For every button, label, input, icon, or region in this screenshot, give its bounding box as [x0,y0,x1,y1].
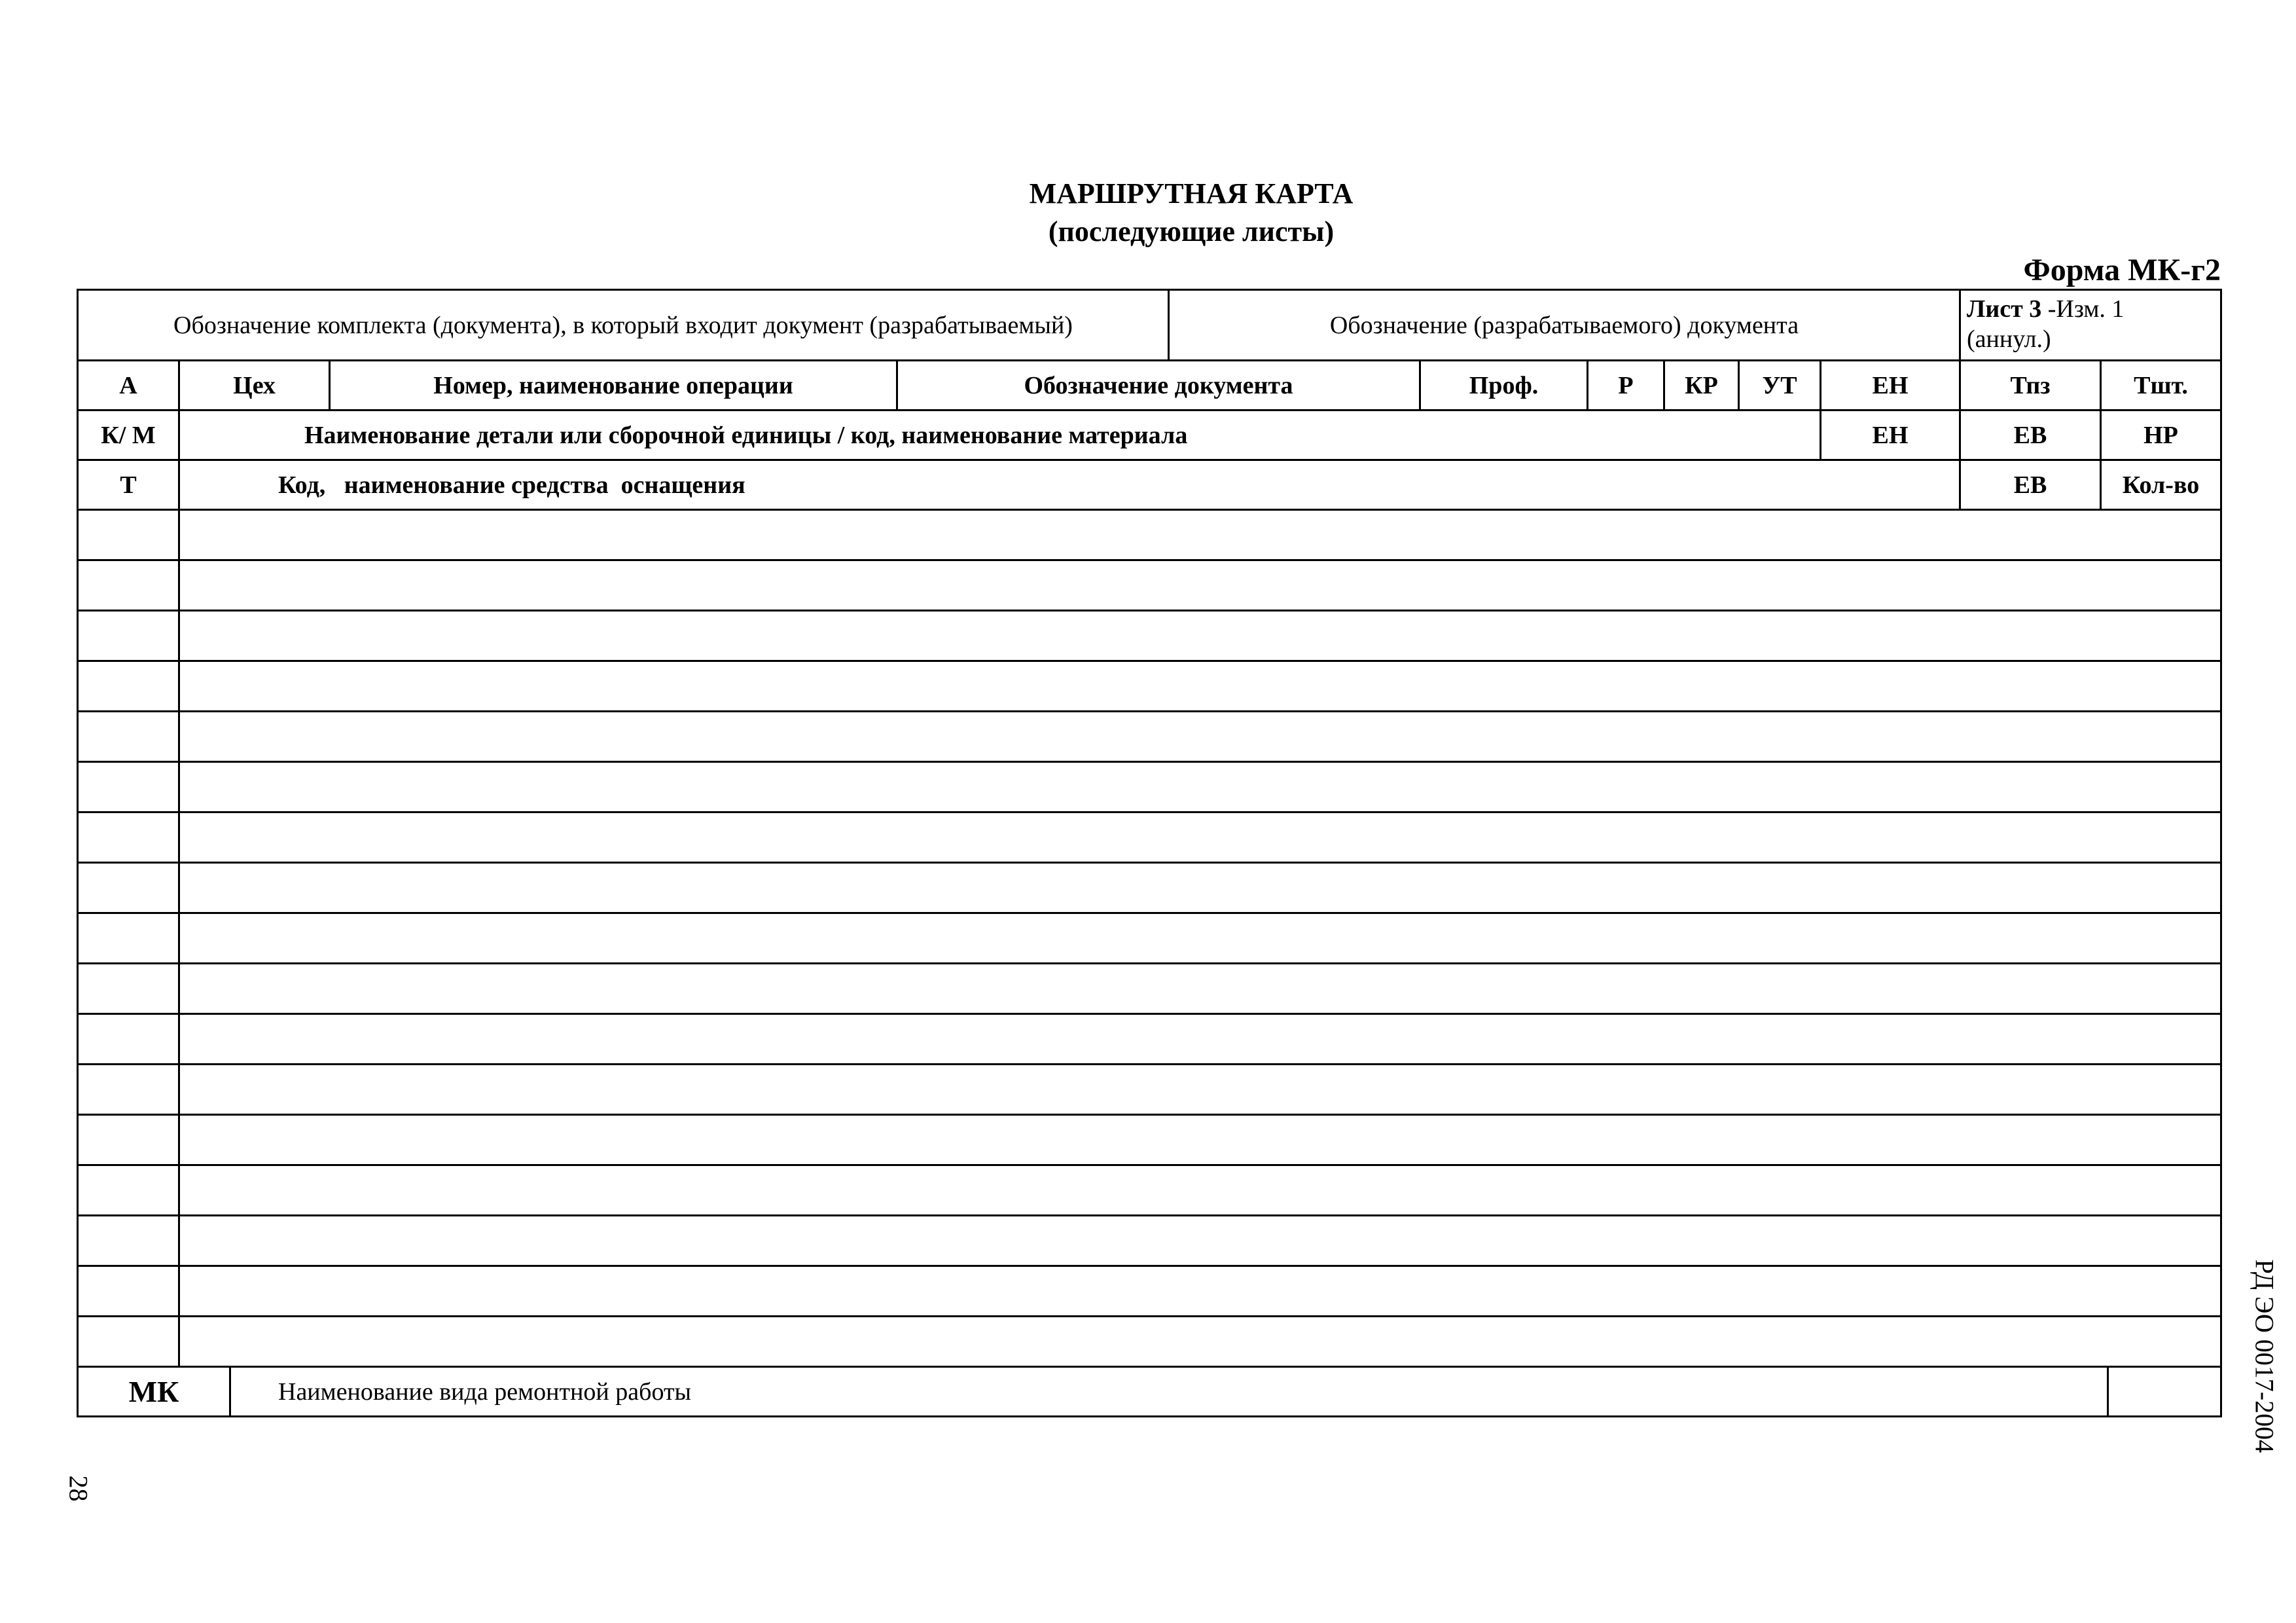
col-header-prof: Проф. [1469,371,1539,399]
sheet-label: Лист 3 [1967,295,2042,323]
col-header-part-name: Наименование детали или сборочной единицы / код, наименование материала [304,421,1188,449]
col-header-r: Р [1618,371,1634,399]
sheet-change: -Изм. 1 [2041,295,2125,323]
row-divider [77,509,2222,511]
col-header-doc: Обозначение документа [1024,371,1293,399]
page-title: МАРШРУТНАЯ КАРТА [1029,177,1354,210]
set-designation-label: Обозначение комплекта (документа), в который входит документ (разрабатываемый) [173,311,1073,339]
row-divider [77,710,2222,712]
col-header-ut: УТ [1762,371,1797,399]
col-header-a: А [119,371,137,399]
col-header-kr: КР [1685,371,1718,399]
col-header-ev-2: ЕВ [2013,471,2047,499]
row-divider [77,1013,2222,1015]
row-divider [77,610,2222,611]
row-divider [77,1114,2222,1116]
col-header-equipment: Код, наименование средства оснащения [278,471,745,499]
sheet-note: (аннул.) [1967,325,2051,353]
col-divider [2107,1366,2109,1417]
col-header-qty: Кол-во [2122,471,2200,499]
row-divider [77,912,2222,914]
row-divider [77,862,2222,864]
mk-label: МК [128,1375,179,1408]
col-divider [1959,289,1961,359]
col-divider [178,359,180,1367]
row-divider [77,1214,2222,1216]
row-divider [77,1315,2222,1317]
col-header-ev: ЕВ [2013,421,2047,449]
row-divider [77,1063,2222,1065]
sheet-info [1967,294,2124,354]
row-divider [77,1265,2222,1267]
col-header-workshop: Цех [233,371,276,399]
col-header-tpz: Тпз [2010,371,2051,399]
doc-designation-label: Обозначение (разрабатываемого) документа [1329,311,1799,339]
form-code: Форма МК-г2 [2023,253,2221,287]
row-divider [77,962,2222,964]
col-header-en: ЕН [1872,371,1909,399]
col-header-en-2: ЕН [1872,421,1909,449]
row-divider [77,559,2222,561]
col-header-nr: НР [2144,421,2178,449]
row-divider [77,761,2222,763]
table-right-border [2220,289,2222,1417]
repair-type-label: Наименование вида ремонтной работы [278,1377,692,1406]
col-header-tsht: Тшт. [2134,371,2188,399]
col-header-km: К/ М [101,421,156,449]
col-divider [229,1366,231,1417]
document-code: РД ЭО 0017-2004 [2250,1259,2280,1453]
row-divider [77,660,2222,662]
page-subtitle: (последующие листы) [1048,215,1335,247]
row-divider [77,811,2222,813]
table-bottom-border [77,1415,2222,1417]
col-header-t: Т [120,471,137,499]
col-header-operation: Номер, наименование операции [433,371,793,399]
row-divider [77,1164,2222,1166]
page-number: 28 [63,1475,94,1502]
